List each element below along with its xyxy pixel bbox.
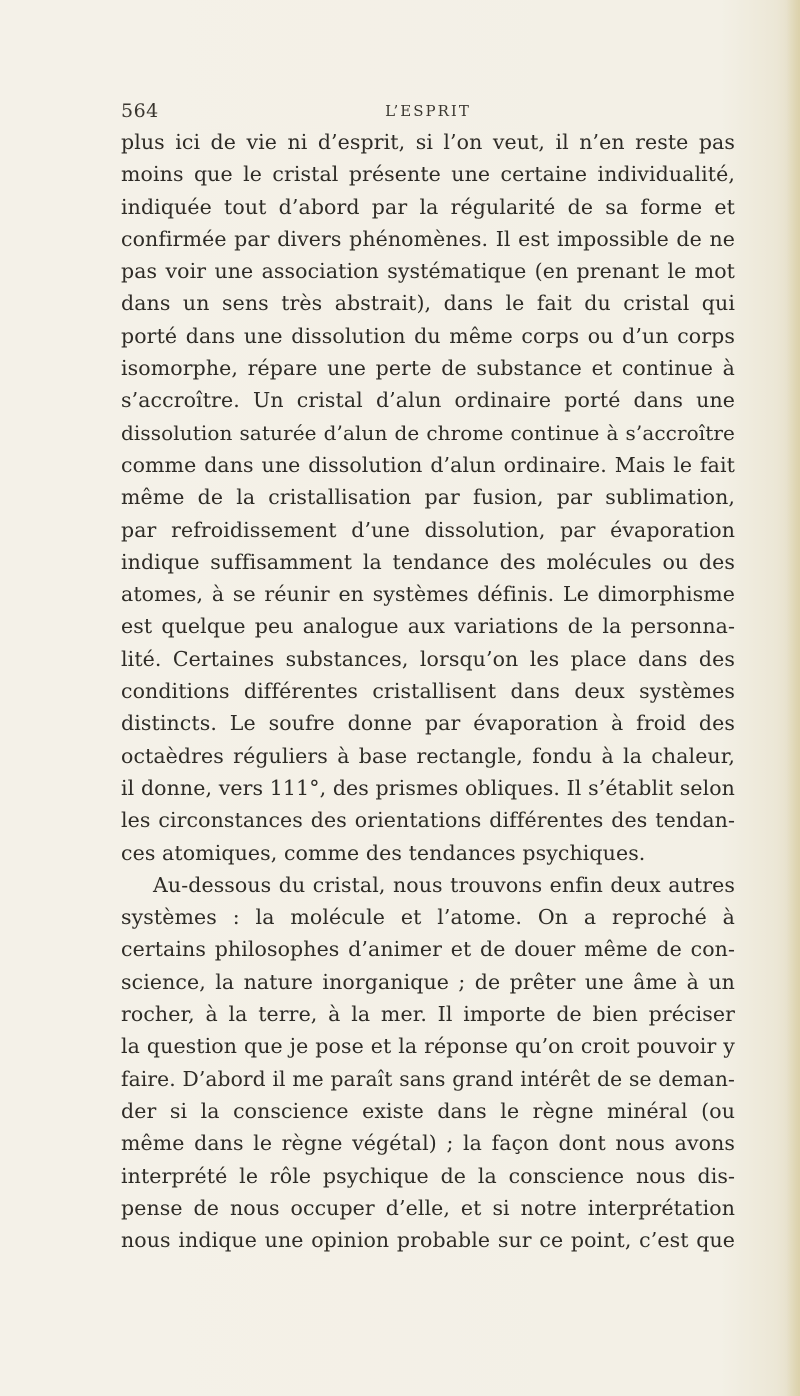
text-line: est quelque peu analogue aux variations de la personna- bbox=[121, 614, 735, 639]
text-line: interprété le rôle psychique de la conscience nous dis- bbox=[121, 1163, 735, 1188]
text-line: pas voir une association systématique (en prenant le mot bbox=[121, 259, 735, 284]
page-number: 564 bbox=[121, 100, 159, 122]
text-line: indique suffisamment la tendance des molécules ou des bbox=[121, 549, 735, 574]
text-line: der si la conscience existe dans le règne minéral (ou bbox=[121, 1098, 735, 1123]
text-line: certains philosophes d’animer et de douer même de con- bbox=[121, 937, 735, 962]
text-line: lité. Certaines substances, lorsqu’on les place dans des bbox=[121, 646, 735, 671]
text-line: la question que je pose et la réponse qu’on croit pouvoir y bbox=[121, 1034, 735, 1059]
body-text bbox=[121, 126, 735, 1256]
text-line: dissolution saturée d’alun de chrome continue à s’accroître bbox=[121, 420, 735, 445]
text-line: octaèdres réguliers à base rectangle, fondu à la chaleur, bbox=[121, 743, 735, 768]
text-line: confirmée par divers phénomènes. Il est impossible de ne bbox=[121, 226, 735, 251]
text-line: dans un sens très abstrait), dans le fait du cristal qui bbox=[121, 291, 735, 316]
text-line: moins que le cristal présente une certaine individualité, bbox=[121, 162, 735, 187]
text-line: par refroidissement d’une dissolution, par évaporation bbox=[121, 517, 735, 542]
text-line: plus ici de vie ni d’esprit, si l’on veut, il n’en reste pas bbox=[121, 130, 735, 154]
text-line: science, la nature inorganique ; de prêter une âme à un bbox=[121, 969, 735, 994]
text-line: conditions différentes cristallisent dans deux systèmes bbox=[121, 679, 735, 704]
text-line: s’accroître. Un cristal d’alun ordinaire porté dans une bbox=[121, 388, 735, 413]
text-line: pense de nous occuper d’elle, et si notre interprétation bbox=[121, 1195, 735, 1220]
text-line: les circonstances des orientations différentes des tendan- bbox=[121, 808, 735, 833]
text-line: systèmes : la molécule et l’atome. On a reproché à bbox=[121, 905, 735, 930]
text-line: même de la cristallisation par fusion, par sublimation, bbox=[121, 485, 735, 510]
text-line: nous indique une opinion probable sur ce point, c’est que bbox=[121, 1228, 735, 1253]
text-line: isomorphe, répare une perte de substance et continue à bbox=[121, 356, 735, 381]
text-line: même dans le règne végétal) ; la façon dont nous avons bbox=[121, 1131, 735, 1156]
text-line: Au-dessous du cristal, nous trouvons enfin deux autres bbox=[153, 872, 735, 897]
text-line: comme dans une dissolution d’alun ordinaire. Mais le fait bbox=[121, 452, 735, 477]
page-edge-shadow bbox=[786, 0, 800, 1396]
text-line: il donne, vers 111°, des prismes obliques. Il s’établit selon bbox=[121, 775, 735, 800]
text-line: distincts. Le soufre donne par évaporation à froid des bbox=[121, 711, 735, 736]
text-line: ces atomiques, comme des tendances psychiques. bbox=[121, 840, 646, 865]
text-line: rocher, à la terre, à la mer. Il importe de bien préciser bbox=[121, 1002, 735, 1027]
text-line: atomes, à se réunir en systèmes définis. Le dimorphisme bbox=[121, 582, 735, 607]
text-line: faire. D’abord il me paraît sans grand intérêt de se deman- bbox=[121, 1066, 735, 1091]
running-head: L’ESPRIT bbox=[385, 102, 471, 120]
text-line: porté dans une dissolution du même corps ou d’un corps bbox=[121, 323, 735, 348]
text-line: indiquée tout d’abord par la régularité de sa forme et bbox=[121, 194, 735, 219]
